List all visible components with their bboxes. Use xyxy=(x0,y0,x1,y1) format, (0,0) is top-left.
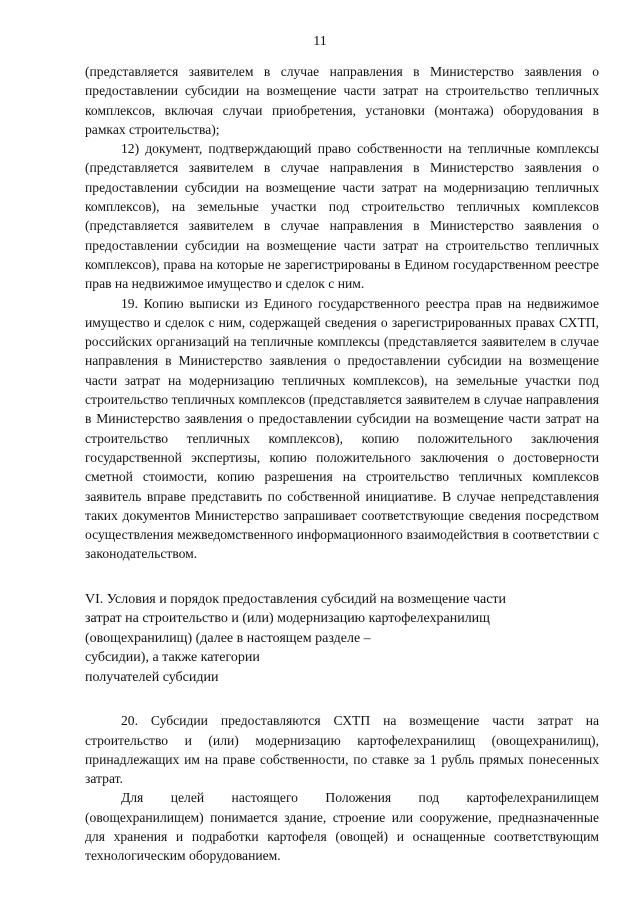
document-body xyxy=(85,62,599,866)
section-heading-line: затрат на строительство и (или) модернизацию картофелехранилищ xyxy=(85,611,490,627)
section-heading-line: субсидии), а также категории xyxy=(85,650,260,666)
paragraph-clause-20: 20. Субсидии предоставляются СХТП на возмещение части затрат на строительство и (или) модернизацию картофелехранилищ (овощехранилищ), принадлежащих им на праве собственности, по ставке за 1 рубль прямых понесенных затрат. xyxy=(85,713,599,787)
paragraph-clause-19: 19. Копию выписки из Единого государственного реестра прав на недвижимое имущество и сделок с ним, содержащей сведения о зарегистрированных правах СХТП, российских организаций на тепличные комплексы (представляется заявителем в случае направления в Министерство заявления о предоставлении субсидии на возмещение части затрат на модернизацию тепличных комплексов), на земельные участки под строительство тепличных комплексов (представляется заявителем в случае направления в Министерство заявления о предоставлении субсидии на возмещение части затрат на строительство тепличных комплексов), копию положительного заключения государственной экспертизы, копию положительного заключения о достоверности сметной стоимости, копию разрешения на строительство тепличных комплексов заявитель вправе представить по собственной инициативе. В случае непредставления таких документов Министерство запрашивает соответствующие сведения посредством осуществления межведомственного информационного взаимодействия в соответствии с законодательством. xyxy=(85,295,599,562)
paragraph-item-12: 12) документ, подтверждающий право собственности на тепличные комплексы (представляется заявителем в случае направления в Министерство заявления о предоставлении субсидии на возмещение части затрат на модернизацию тепличных комплексов), на земельные участки под строительство тепличных комплексов (представляется заявителем в случае направления в Министерство заявления о предоставлении субсидии на возмещение части затрат на строительство тепличных комплексов), права на которые не зарегистрированы в Едином государственном реестре прав на недвижимое имущество и сделок с ним. xyxy=(85,141,599,292)
page-number: 11 xyxy=(313,34,327,49)
section-heading-line: получателей субсидии xyxy=(85,669,219,685)
paragraph-definition: Для целей настоящего Положения под картофелехранилищем (овощехранилищем) понимается здание, строение или сооружение, предназначенные для хранения и подработки картофеля (овощей) и оснащенные соответствующим технологическим оборудованием. xyxy=(85,790,599,864)
section-heading xyxy=(85,590,599,688)
paragraph-continuation: (представляется заявителем в случае направления в Министерство заявления о предоставлении субсидии на возмещение части затрат на строительство тепличных комплексов, включая случаи приобретения, установки (монтажа) оборудования в рамках строительства); xyxy=(85,64,599,137)
section-heading-line: VI. Условия и порядок предоставления субсидий на возмещение части xyxy=(85,591,507,607)
section-heading-line: (овощехранилищ) (далее в настоящем разделе – xyxy=(85,630,371,646)
